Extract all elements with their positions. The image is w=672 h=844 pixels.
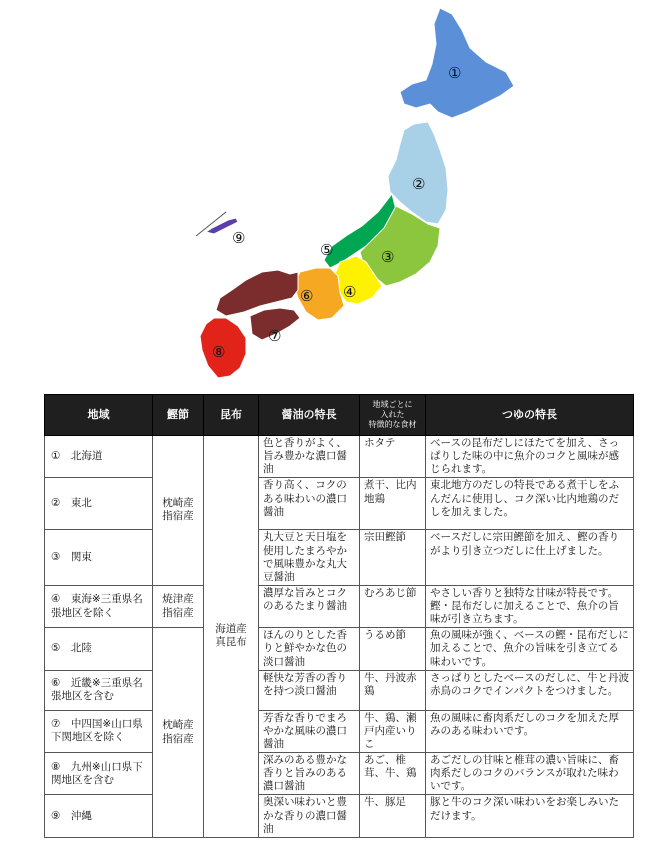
cell-soy: 色と香りがよく、旨み豊かな濃口醤油 [259, 436, 360, 478]
cell-soy: 香り高く、コクのある味わいの濃口醤油 [259, 478, 360, 530]
cell-ingredient: 牛、鶏、瀬戸内産いりこ [360, 710, 426, 752]
cell-tsuyu: ベースの昆布だしにほたてを加え、さっぱりした味の中に魚介のコクと風味が感じられます。 [426, 436, 634, 478]
cell-ingredient: 牛、豚足 [360, 795, 426, 837]
cell-region: ④ 東海※三重県名張地区を除く [45, 585, 153, 627]
marker-9: ⑨ [232, 229, 246, 247]
cell-soy: ほんのりとした香りと鮮やかな色の淡口醤油 [259, 628, 360, 670]
cell-tsuyu: さっぱりとしたベースのだしに、牛と丹波赤鳥のコクでインパクトをつけました。 [426, 670, 634, 710]
cell-region: ⑦ 中四国※山口県下関地区を除く [45, 710, 153, 752]
cell-soy: 軽快な芳香の香りを持つ淡口醤油 [259, 670, 360, 710]
cell-soy: 芳香な香りでまろやかな風味の濃口醤油 [259, 710, 360, 752]
cell-region: ⑨ 沖縄 [45, 795, 153, 837]
cell-tsuyu: 東北地方のだしの特長である煮干しをふんだんに使用し、コク深い比内地鶏のだしを加えました。 [426, 478, 634, 530]
japan-region-map [0, 0, 672, 390]
cell-kombu: 海道産 真昆布 [204, 436, 259, 838]
cell-katsuobushi: 焼津産 指宿産 [153, 585, 204, 627]
cell-katsuobushi: 枕崎産 指宿産 [153, 436, 204, 586]
header-tsuyu: つゆの特長 [426, 395, 634, 436]
region-hokkaido [400, 8, 514, 118]
cell-ingredient: 煮干、比内地鶏 [360, 478, 426, 530]
cell-ingredient: むろあじ節 [360, 585, 426, 627]
table-row [45, 478, 634, 530]
marker-3: ③ [381, 248, 395, 266]
cell-tsuyu: 魚の風味が強く、ベースの鰹・昆布だしに加えることで、魚介の旨味を引き立てる味わいです。 [426, 628, 634, 670]
table-row [45, 795, 634, 837]
cell-tsuyu: あごだしの甘味と椎茸の濃い旨味に、畜肉系だしのコクのバランスが取れた味わいです。 [426, 753, 634, 795]
cell-soy: 深みのある豊かな香りと旨みのある濃口醤油 [259, 753, 360, 795]
cell-region: ⑧ 九州※山口県下関地区を含む [45, 753, 153, 795]
cell-soy: 丸大豆と天日塩を使用したまろやかで風味豊かな丸大豆醤油 [259, 530, 360, 586]
table-row [45, 670, 634, 710]
marker-1: ① [448, 64, 462, 82]
cell-tsuyu: 豚と牛のコク深い味わいをお楽しみいただけます。 [426, 795, 634, 837]
cell-region: ② 東北 [45, 478, 153, 530]
cell-region: ① 北海道 [45, 436, 153, 478]
marker-2: ② [412, 175, 426, 193]
marker-4: ④ [343, 283, 357, 301]
table-row [45, 628, 634, 670]
cell-region: ③ 関東 [45, 530, 153, 586]
cell-ingredient: 牛、丹波赤鶏 [360, 670, 426, 710]
cell-soy: 奥深い味わいと豊かな香りの濃口醤油 [259, 795, 360, 837]
header-kombu: 昆布 [204, 395, 259, 436]
cell-ingredient: 宗田鰹節 [360, 530, 426, 586]
header-soy-sauce: 醤油の特長 [259, 395, 360, 436]
cell-tsuyu: 魚の風味に畜肉系だしのコクを加えた厚みのある味わいです。 [426, 710, 634, 752]
cell-region: ⑥ 近畿※三重県名張地区を含む [45, 670, 153, 710]
cell-soy: 濃厚な旨みとコクのあるたまり醤油 [259, 585, 360, 627]
marker-5: ⑤ [320, 241, 334, 259]
cell-ingredient: あご、椎茸、牛、鶏 [360, 753, 426, 795]
cell-tsuyu: ベースだしに宗田鰹節を加え、鰹の香りがより引き立つだしに仕上げました。 [426, 530, 634, 586]
cell-region: ⑤ 北陸 [45, 628, 153, 670]
marker-8: ⑧ [212, 343, 226, 361]
cell-ingredient: ホタテ [360, 436, 426, 478]
header-katsuobushi: 鰹節 [153, 395, 204, 436]
cell-ingredient: うるめ節 [360, 628, 426, 670]
table-header-row [45, 395, 634, 436]
header-ingredient: 地域ごとに 入れた 特徴的な食材 [360, 395, 426, 436]
table-row [45, 585, 634, 627]
cell-katsuobushi: 枕崎産 指宿産 [153, 628, 204, 838]
header-region: 地域 [45, 395, 153, 436]
marker-6: ⑥ [300, 287, 314, 305]
table-row [45, 530, 634, 586]
table-row [45, 753, 634, 795]
regional-features-table [44, 394, 634, 838]
table-row [45, 436, 634, 478]
cell-tsuyu: やさしい香りと独特な甘味が特長です。鰹・昆布だしに加えることで、魚介の旨味が引き立ちます。 [426, 585, 634, 627]
marker-7: ⑦ [268, 327, 282, 345]
table-row [45, 710, 634, 752]
